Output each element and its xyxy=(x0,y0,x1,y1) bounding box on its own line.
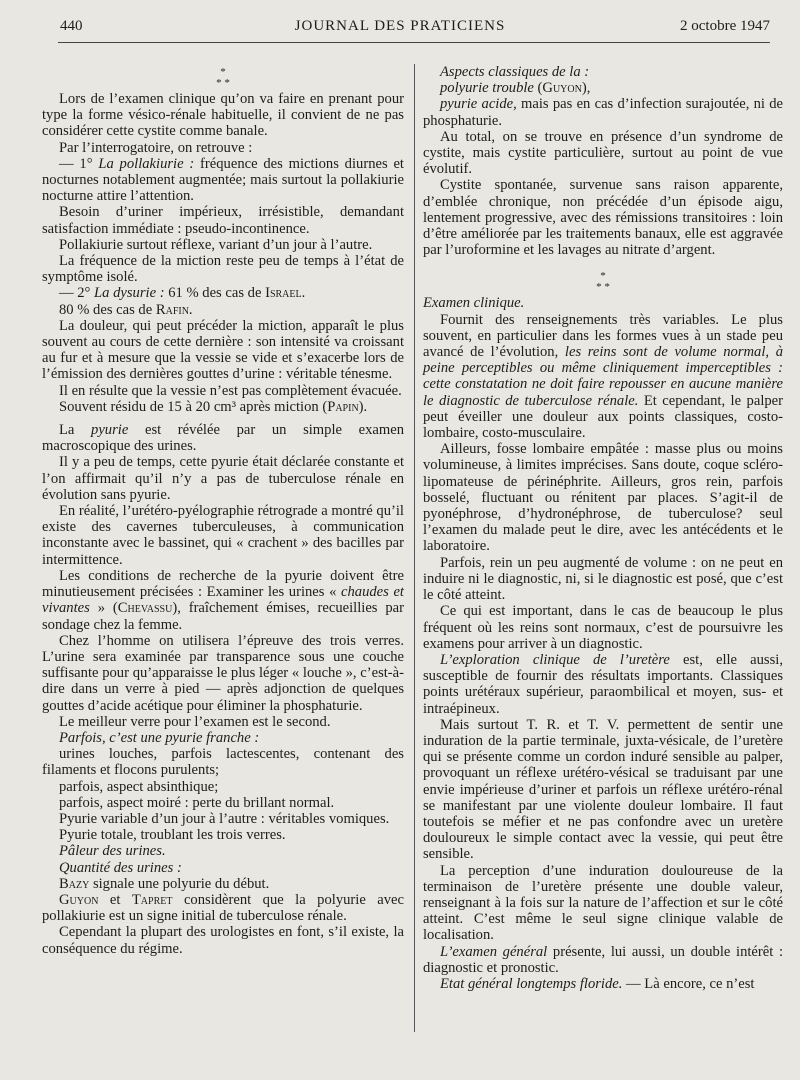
paragraph xyxy=(42,860,404,876)
text-run: et xyxy=(98,891,132,908)
text-run: ), fraîchement émises, recueillies par sondage chez la femme. xyxy=(42,600,404,633)
text-run: considèrent que la polyurie avec pollakiurie est un signe initial de tuberculose rénale. xyxy=(42,891,404,925)
paragraph xyxy=(423,312,783,442)
author-name: Papin xyxy=(327,398,359,415)
paragraph: urines louches, parfois lactescentes, contenant des filaments et flocons purulents; xyxy=(42,746,404,779)
journal-title: JOURNAL DES PRATICIENS xyxy=(294,18,506,34)
text-run: ), xyxy=(581,80,591,97)
section-ornament xyxy=(423,268,783,295)
text-run: est révélée par un simple examen macroscopique des urines. xyxy=(42,422,404,455)
text-run: présente, lui aussi, un double intérêt : diagnostic et pronostic. xyxy=(423,943,783,976)
ornament-star-bottom: * * xyxy=(596,281,610,294)
paragraph: Au total, on se trouve en présence d’un syndrome de cystite, mais cystite particulière, surtout au point de vue évolutif. xyxy=(423,128,783,178)
column-divider xyxy=(414,64,415,1032)
term-pyurie: pyurie xyxy=(91,422,129,439)
left-column xyxy=(42,64,404,957)
paragraph xyxy=(423,976,783,992)
right-column xyxy=(423,64,783,992)
text-run: fréquence des mictions diurnes et nocturnes notablement augmentée; mais surtout la pollakiurie nocturne attire l’attention. xyxy=(42,155,404,205)
paragraph xyxy=(42,843,404,859)
paragraph: Parfois, rein un peu augmenté de volume : on ne peut en induire ni le diagnostic, ni, si le diagnostic est posé, que c’est le côté atteint. xyxy=(423,554,783,604)
paragraph xyxy=(42,892,404,924)
author-name: Bazy xyxy=(59,875,90,892)
section-ornament xyxy=(42,64,404,91)
text-run: — 1° xyxy=(59,155,99,172)
paragraph: Cependant la plupart des urologistes en font, s’il existe, la conséquence du régime. xyxy=(42,924,404,957)
subheading-dysurie: La dysurie : xyxy=(94,285,165,302)
paragraph: Il en résulte que la vessie n’est pas complètement évacuée. xyxy=(59,382,402,399)
text-run: mais pas en cas d’infection surajoutée, ni de phosphaturie. xyxy=(423,96,783,129)
paragraph xyxy=(42,568,404,633)
paragraph: Pollakiurie surtout réflexe, variant d’un jour à l’autre. xyxy=(59,236,373,253)
paragraph xyxy=(423,944,783,976)
italic-subheading: Quantité des urines : xyxy=(59,859,182,876)
emphasis: les reins sont de volume normal, à peine perceptibles ou même cliniquement imperceptibles : cette constatation ne doit faire repousser en aucune manière le diagnostic de tuberculose rénale. xyxy=(423,344,783,409)
text-run: — Là encore, ce n’est xyxy=(622,975,755,992)
paragraph: Ailleurs, fosse lombaire empâtée : masse plus ou moins volumineuse, à limites imprécises. Sans doute, coque scléro-lipomateuse de périnéphrite. Ailleurs, gros rein, parfois bosselé, fluctuant ou rénitent par places. S’agit-il de pyonéphrose, d’hydronéphrose, de tuberculose? seul l’examen du malade peut le dire, avec les antécédents et le laboratoire. xyxy=(423,441,783,555)
paragraph xyxy=(42,285,404,301)
author-name: Guyon xyxy=(59,891,99,908)
emphasis: Etat général longtemps floride. xyxy=(440,975,623,992)
paragraph: Lors de l’examen clinique qu’on va faire en prenant pour type la forme vésico-rénale habituelle, il convient de ne pas considérer cette cystite comme banale. xyxy=(42,91,404,140)
paragraph: Chez l’homme on utilisera l’épreuve des trois verres. L’urine sera examinée par transparence sous une couche suffisante pour qu’apparaisse le plus léger « louche », c’est-à-dire dans un verre à pied — après adjonction de quelques gouttes d’acide acétique pour éliminer la phosphaturie. xyxy=(42,632,404,714)
ornament-star-top: * xyxy=(220,66,226,78)
italic-subheading: Parfois, c’est une pyurie franche : xyxy=(59,729,260,746)
text-run: signale une polyurie du début. xyxy=(89,875,270,892)
text-run: 80 % des cas de xyxy=(59,301,156,318)
italic-subheading: Aspects classiques de la : xyxy=(440,64,590,80)
author-name: Guyon xyxy=(542,80,582,97)
emphasis: L’examen général xyxy=(440,943,548,960)
paragraph: Pyurie totale, troublant les trois verres. xyxy=(59,827,286,844)
paragraph xyxy=(423,64,783,80)
paragraph: Ce qui est important, dans le cas de beaucoup le plus fréquent où les reins sont normaux, c’est de poursuivre les examens pour arriver à un diagnostic. xyxy=(423,603,783,652)
italic-subheading: Pâleur des urines. xyxy=(59,843,166,860)
paragraph: Il y a peu de temps, cette pyurie était déclarée constante et l’on affirmait qu’il n’y a pas de tuberculose rénale en évolution sans pyurie. xyxy=(42,454,404,503)
author-name: Tapret xyxy=(131,891,173,908)
paragraph: parfois, aspect moiré : perte du brillant normal. xyxy=(59,794,335,811)
paragraph: La douleur, qui peut précéder la miction, apparaît le plus souvent au cours de cette dernière : son intensité va croissant au fur et à mesure que la vessie se vide et s’exacerbe lors de l’émission des dernières gouttes d’urine : véritable ténesme. xyxy=(42,317,404,383)
paragraph xyxy=(423,96,783,128)
term-pyurie-acide: pyurie acide, xyxy=(440,96,517,113)
text-run: ). xyxy=(358,398,368,415)
paragraph: En réalité, l’urétéro-pyélographie rétrograde a montré qu’il existe des cavernes tuberculeuses, à communication inconstante avec le bassinet, qui « crachent » des bacilles par intermittence. xyxy=(42,503,404,568)
ornament-star-bottom: * * xyxy=(216,77,230,89)
paragraph: La fréquence de la miction reste peu de temps à l’état de symptôme isolé. xyxy=(42,253,404,286)
header-rule xyxy=(58,42,770,43)
quoted-term: chaudes et vivantes xyxy=(42,584,404,617)
paragraph: Par l’interrogatoire, on retrouve : xyxy=(59,139,253,156)
paragraph: Cystite spontanée, survenue sans raison apparente, d’emblée chronique, non précédée d’un épisode aigu, lentement progressive, avec des rémissions transitoires : loin d’être améliorée par les traitements banaux, elle est aggravée par l’uroformine et les lavages au nitrate d’argent. xyxy=(423,177,783,259)
author-name: Israel. xyxy=(265,285,306,302)
emphasis: L’exploration clinique de l’uretère xyxy=(440,651,670,668)
page-number: 440 xyxy=(60,18,83,34)
paragraph xyxy=(42,302,404,318)
issue-date: 2 octobre 1947 xyxy=(680,18,770,34)
section-heading-text: Examen clinique. xyxy=(423,295,525,312)
paragraph xyxy=(42,422,404,454)
author-name: Rafin. xyxy=(155,301,193,318)
paragraph xyxy=(42,156,404,205)
paragraph: La perception d’une induration douloureuse de la terminaison de l’uretère présente une double valeur, renseignant à la fois sur la nature de l’affection et sur le côté atteint. C’est même le seul signe clinique valable de localisation. xyxy=(423,862,783,944)
text-run: Et cependant, le palper peut éveiller une douleur aux points classiques, costo-lombaire, costo-musculaire. xyxy=(423,392,784,442)
text-run: ( xyxy=(533,80,543,97)
term-polyurie-trouble: polyurie trouble xyxy=(440,80,534,97)
text-run: » ( xyxy=(89,600,118,617)
author-name: Chevassu xyxy=(117,600,173,617)
subheading-pollakiurie: La pollakiurie : xyxy=(98,155,195,172)
paragraph xyxy=(423,80,783,96)
paragraph xyxy=(42,399,404,415)
paragraph: Mais surtout T. R. et T. V. permettent de sentir une induration de la partie terminale, juxta-vésicale, de l’uretère qui se présente comme un cordon induré sensible au palper, provoquant un réflexe urétéro-vésical se traduisant par une envie impérieuse d’uriner et parfois un réflexe urétéro-rénal se manifestant par une violente douleur lombaire. Il faut toutefois se méfier et ne pas confondre avec un uretère douloureux le simple contact avec la vessie, qui peut être sensible. xyxy=(423,716,783,863)
text-run: La xyxy=(59,422,92,439)
text-run: Souvent résidu de 15 à 20 cm³ après miction ( xyxy=(59,398,328,415)
paragraph xyxy=(42,876,404,892)
paragraph: parfois, aspect absinthique; xyxy=(59,778,219,795)
paragraph: Besoin d’uriner impérieux, irrésistible, demandant satisfaction immédiate : pseudo-incontinence. xyxy=(42,204,404,237)
ornament-star-top: * xyxy=(600,270,606,283)
section-heading xyxy=(423,295,783,311)
text-run: Fournit des renseignements très variables. Le plus souvent, en particulier dans les formes vues à un stade peu avancé de l’évolution, xyxy=(423,311,783,361)
text-run: est, elle aussi, susceptible de fournir des résultats importants. Classiques points urétéraux supérieur, paraombilical et moyen, sus- et intraépineux. xyxy=(423,651,783,717)
text-run: — 2° xyxy=(59,285,95,302)
paragraph: Pyurie variable d’un jour à l’autre : véritables vomiques. xyxy=(59,810,390,827)
paragraph: Le meilleur verre pour l’examen est le second. xyxy=(59,713,331,730)
text-run: 61 % des cas de xyxy=(164,285,266,302)
paragraph xyxy=(423,652,783,717)
text-run: Les conditions de recherche de la pyurie doivent être minutieusement précisées : Examiner les urines « xyxy=(42,567,404,601)
page-header xyxy=(0,18,800,40)
paragraph xyxy=(42,730,404,746)
